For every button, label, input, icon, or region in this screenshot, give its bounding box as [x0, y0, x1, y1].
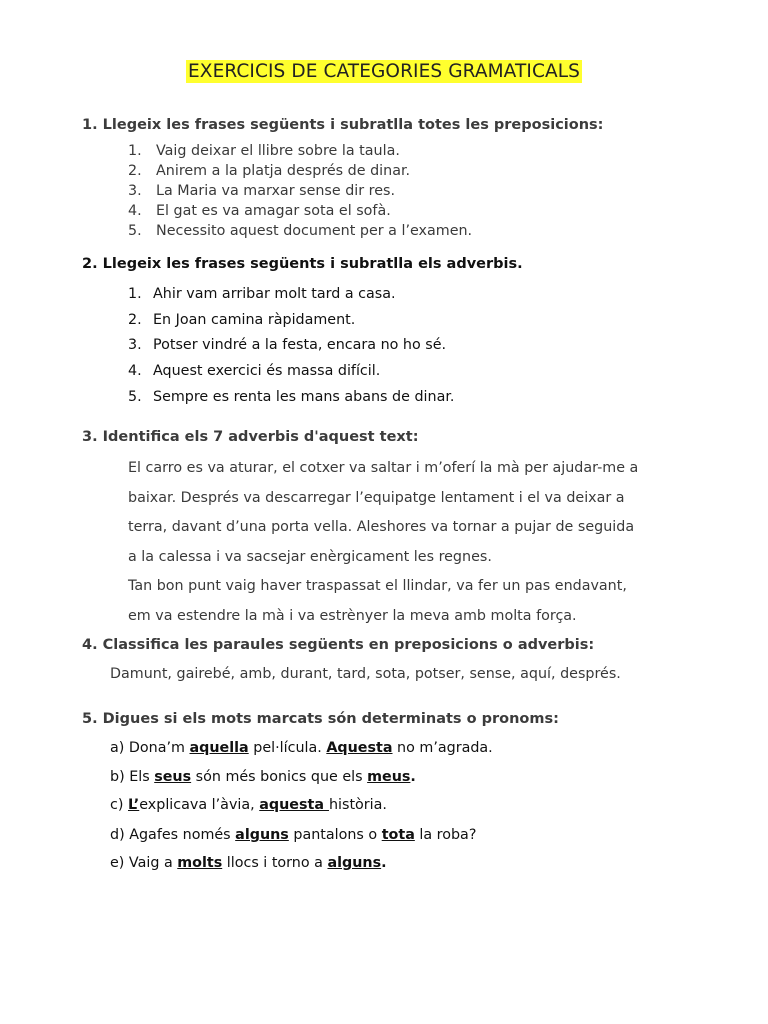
item-number: 2. [128, 311, 142, 328]
item-text: Anirem a la platja després de dinar. [156, 163, 411, 179]
text-line: El carro es va aturar, el cotxer va saltar i m’oferí la mà per ajudar-me a [128, 460, 639, 476]
item-number: 4. [128, 363, 142, 380]
question-a [110, 740, 493, 756]
section-4-heading: 4. Classifica les paraules següents en preposicions o adverbis: [82, 637, 595, 653]
item-text: Aquest exercici és massa difícil. [153, 363, 381, 380]
text: . [381, 855, 387, 871]
text: llocs i torno a [222, 855, 328, 871]
list-item [128, 201, 472, 221]
item-number: 2. [128, 163, 142, 179]
list-item [128, 282, 454, 308]
list-item [128, 385, 454, 411]
question-d [110, 827, 476, 843]
list-item [128, 333, 454, 359]
item-text: El gat es va amagar sota el sofà. [156, 203, 391, 219]
marked-word: aquesta [259, 797, 329, 813]
text: història. [328, 797, 387, 813]
text-line: terra, davant d’una porta vella. Aleshores va tornar a pujar de seguida [128, 519, 635, 535]
text: e) Vaig a [110, 855, 178, 871]
list-item [128, 161, 472, 181]
title-container [0, 60, 768, 83]
text: . [410, 769, 416, 785]
item-number: 5. [128, 388, 142, 405]
section-2-list [128, 282, 454, 410]
text: b) Els [110, 769, 155, 785]
text-line: baixar. Després va descarregar l’equipatge lentament i el va deixar a [128, 489, 625, 506]
text-line: a la calessa i va sacsejar enèrgicament les regnes. [128, 548, 492, 565]
list-item [128, 181, 472, 201]
marked-word: L’ [127, 797, 140, 813]
section-1-heading: 1. Llegeix les frases següents i subratlla totes les preposicions: [82, 117, 604, 133]
section-3-heading: 3. Identifica els 7 adverbis d'aquest text: [82, 429, 419, 445]
text: la roba? [414, 827, 477, 843]
text: pel·lícula. [248, 740, 327, 756]
item-text: La Maria va marxar sense dir res. [156, 183, 396, 199]
text-line: em va estendre la mà i va estrènyer la meva amb molta força. [128, 607, 577, 624]
section-2-heading: 2. Llegeix les frases següents i subratlla els adverbis. [82, 256, 523, 272]
item-text: En Joan camina ràpidament. [153, 311, 356, 328]
marked-word: alguns [235, 827, 289, 843]
item-number: 3. [128, 337, 142, 354]
item-number: 5. [128, 223, 142, 239]
item-number: 1. [128, 286, 142, 302]
text-line: Tan bon punt vaig haver traspassat el llindar, va fer un pas endavant, [128, 578, 627, 594]
item-text: Sempre es renta les mans abans de dinar. [153, 388, 455, 405]
text: són més bonics que els [191, 769, 368, 785]
text: explicava l’àvia, [139, 797, 260, 813]
item-text: Potser vindré a la festa, encara no ho sé. [153, 337, 447, 354]
section-5-heading: 5. Digues si els mots marcats són determinats o pronoms: [82, 711, 559, 727]
question-c [110, 797, 387, 813]
list-item [128, 141, 472, 161]
text: d) Agafes només [110, 827, 236, 843]
item-number: 1. [128, 143, 142, 159]
text: c) [110, 797, 128, 813]
question-b [110, 769, 416, 785]
marked-word: alguns [327, 855, 382, 871]
item-text: Ahir vam arribar molt tard a casa. [153, 286, 396, 302]
list-item [128, 221, 472, 241]
marked-word: Aquesta [326, 740, 393, 756]
marked-word: seus [154, 769, 192, 785]
word-list: Damunt, gairebé, amb, durant, tard, sota, potser, sense, aquí, després. [110, 666, 621, 682]
marked-word: tota [381, 827, 415, 843]
section-3-text [128, 454, 638, 631]
section-1-list [128, 141, 472, 241]
list-item [128, 359, 454, 385]
text: a) Dona’m [110, 740, 190, 756]
marked-word: meus [367, 769, 411, 785]
item-number: 4. [128, 203, 142, 219]
text: pantalons o [288, 827, 382, 843]
page-title: EXERCICIS DE CATEGORIES GRAMATICALS [188, 61, 580, 82]
marked-word: molts [177, 855, 223, 871]
item-number: 3. [128, 183, 142, 199]
question-e [110, 855, 387, 871]
marked-word: aquella [189, 740, 249, 756]
item-text: Vaig deixar el llibre sobre la taula. [156, 143, 400, 159]
list-item [128, 308, 454, 334]
text: no m’agrada. [392, 740, 493, 756]
item-text: Necessito aquest document per a l’examen. [156, 223, 473, 239]
